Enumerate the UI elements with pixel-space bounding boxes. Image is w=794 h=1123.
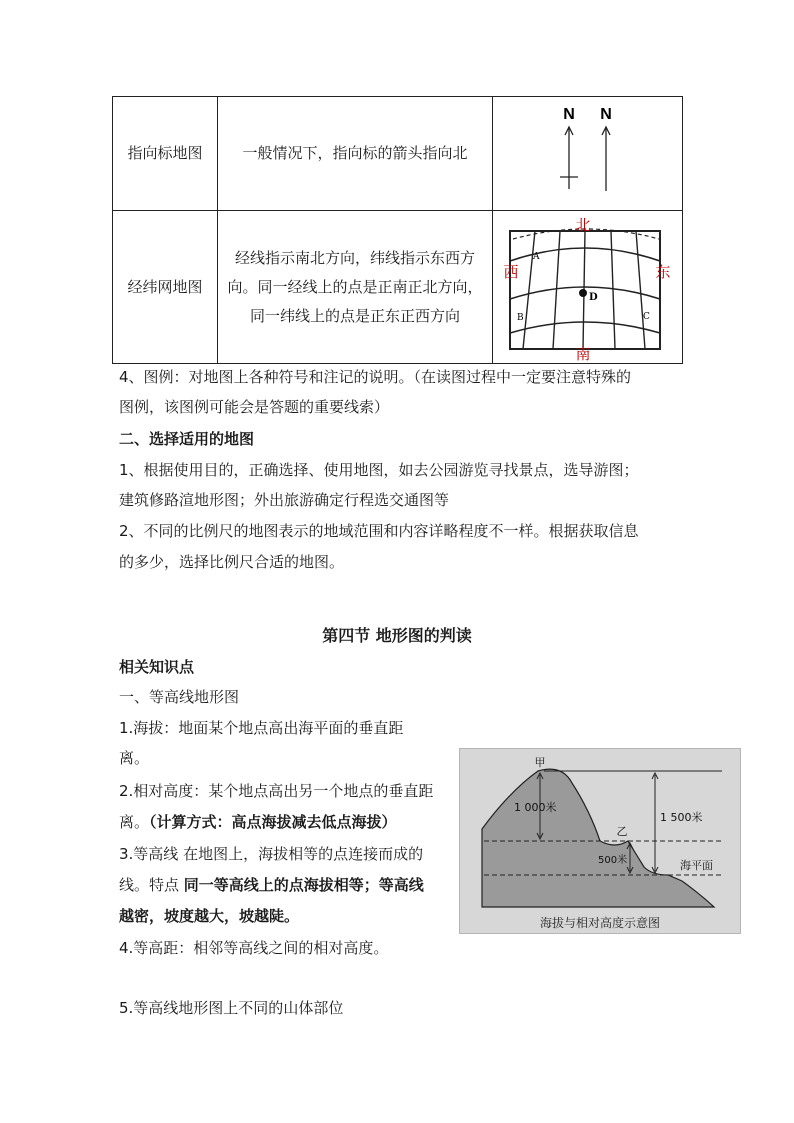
paragraph-line: 2、不同的比例尺的地图表示的地域范围和内容详略程度不一样。根据获取信息 xyxy=(119,522,639,540)
paragraph-line: 建筑修路渲地形图；外出旅游确定行程选交通图等 xyxy=(119,491,450,509)
table-row xyxy=(113,97,683,211)
point-d-marker xyxy=(579,289,587,297)
altitude-diagram xyxy=(460,749,740,933)
north-arrow-illustration xyxy=(493,97,683,211)
description-text: 一般情况下，指向标的箭头指向北 xyxy=(242,144,468,163)
paragraph-line: 5.等高线地形图上不同的山体部位 xyxy=(119,999,344,1017)
paragraph-line: 离。 xyxy=(119,749,150,767)
section-heading: 一、等高线地形图 xyxy=(119,688,240,706)
legend-text: 4、图例：对地图上各种符号和注记的说明。（在读图过程中一定要注意特殊的 xyxy=(119,368,632,386)
emphasis-text: 越密，坡度越大，坡越陡。 xyxy=(119,907,300,925)
paragraph-line: 2.相对高度：某个地点高出另一个地点的垂直距 xyxy=(119,782,434,800)
description-text xyxy=(218,244,492,331)
north-arrow-icon xyxy=(493,97,682,211)
relative-height-label: 500米 xyxy=(598,855,628,866)
description-line: 经线指示南北方向，纬线指示东西方 xyxy=(234,248,475,267)
peak-label: 乙 xyxy=(616,825,628,838)
point-label: A xyxy=(533,252,540,263)
paragraph-line: 1、根据使用目的，正确选择、使用地图，如去公园游览寻找景点，选导游图； xyxy=(119,461,639,479)
point-label: B xyxy=(517,313,524,324)
paragraph-line xyxy=(119,875,424,895)
formula-note: （计算方式：高点海拔减去低点海拔） xyxy=(149,813,397,831)
text-span: 离。 xyxy=(119,813,150,831)
map-type-name: 指向标地图 xyxy=(113,97,218,211)
peak-label: 甲 xyxy=(534,756,546,769)
table-row xyxy=(113,211,683,364)
map-types-table xyxy=(112,96,683,364)
sea-level-label: 海平面 xyxy=(680,859,713,872)
north-label: N xyxy=(563,106,575,123)
point-label: C xyxy=(643,312,650,323)
figure-caption: 海拔与相对高度示意图 xyxy=(539,916,661,930)
north-direction-label: 北 xyxy=(575,216,591,235)
altitude-label: 1 500米 xyxy=(660,811,703,824)
north-label: N xyxy=(600,106,612,123)
paragraph-line: 4.等高距：相邻等高线之间的相对高度。 xyxy=(119,939,389,957)
map-type-name: 经纬网地图 xyxy=(113,211,218,364)
point-label: D xyxy=(589,292,598,304)
related-knowledge-heading: 相关知识点 xyxy=(119,658,195,676)
chapter-title: 第四节 地形图的判读 xyxy=(322,626,472,645)
paragraph-line: 1.海拔：地面某个地点高出海平面的垂直距 xyxy=(119,719,404,737)
description-line: 同一纬线上的点是正东正西方向 xyxy=(249,306,460,325)
text-span: 线。特点 xyxy=(119,876,184,894)
west-direction-label: 西 xyxy=(503,263,519,282)
map-type-description xyxy=(218,211,493,364)
graticule-illustration xyxy=(493,211,683,364)
legend-text: 图例，该图例可能会是答题的重要线索） xyxy=(119,398,390,416)
south-direction-label: 南 xyxy=(575,345,591,364)
altitude-figure xyxy=(459,748,741,934)
paragraph-line xyxy=(119,812,397,832)
section-heading: 二、选择适用的地图 xyxy=(119,430,255,448)
graticule-grid-icon xyxy=(493,211,682,363)
emphasis-text: 同一等高线上的点海拔相等；等高线 xyxy=(183,876,424,894)
map-type-description xyxy=(218,97,493,211)
paragraph-line: 3.等高线 在地图上，海拔相等的点连接而成的 xyxy=(119,845,424,863)
paragraph-line: 的多少，选择比例尺合适的地图。 xyxy=(119,553,345,571)
east-direction-label: 东 xyxy=(655,263,671,282)
altitude-label: 1 000米 xyxy=(514,801,557,814)
description-line: 向。同一经线上的点是正南正北方向， xyxy=(227,277,483,296)
